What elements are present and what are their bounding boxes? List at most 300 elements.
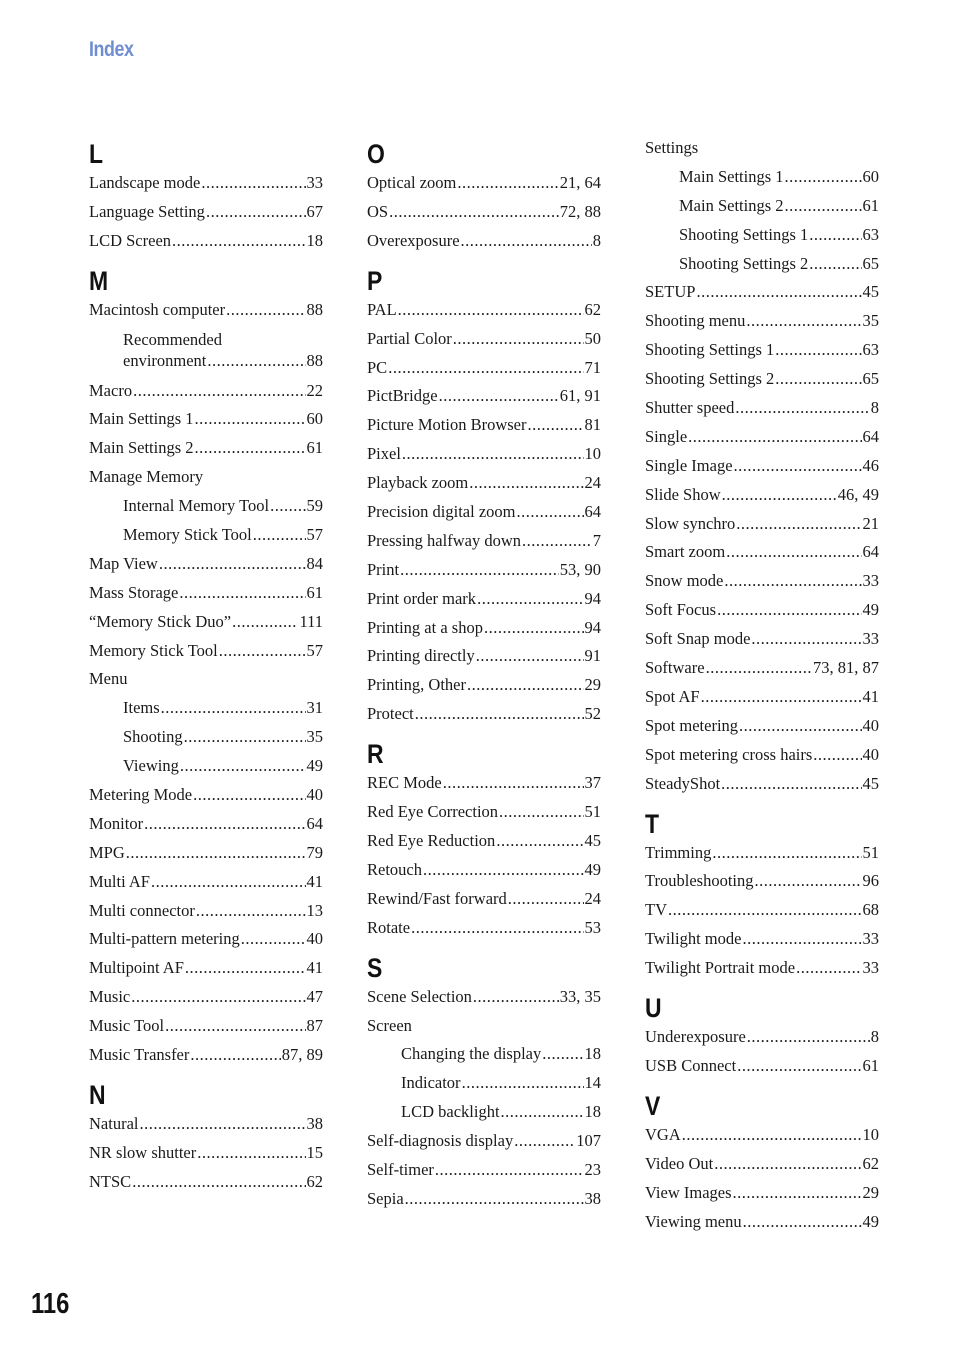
- dot-leader: [717, 600, 861, 619]
- dot-leader: [400, 560, 559, 579]
- entry-text: Memory Stick Tool: [123, 525, 252, 545]
- index-entry: [89, 843, 323, 862]
- entry-text: Manage Memory: [89, 467, 204, 487]
- index-entry: [645, 1125, 879, 1144]
- entry-text: Multi AF: [89, 871, 150, 891]
- dot-leader: [443, 773, 584, 792]
- dot-leader: [467, 675, 584, 694]
- index-entry: [89, 381, 323, 400]
- dot-leader: [496, 831, 583, 850]
- entry-page: 49: [862, 1211, 879, 1231]
- entry-text: Rotate: [367, 917, 411, 937]
- index-entry: [89, 929, 323, 948]
- section-letter: P: [367, 265, 383, 296]
- index-entry: [645, 600, 879, 619]
- index-entry: [645, 1056, 879, 1075]
- dot-leader: [159, 554, 306, 573]
- entry-page: 84: [306, 553, 323, 573]
- entry-page: 81: [584, 415, 601, 435]
- entry-text: Memory Stick Tool: [89, 640, 218, 660]
- entry-text: Macro: [89, 380, 133, 400]
- index-entry: [367, 502, 601, 521]
- entry-page: 61: [306, 438, 323, 458]
- dot-leader: [389, 202, 559, 221]
- dot-leader: [151, 872, 306, 891]
- section-letter: N: [89, 1080, 106, 1111]
- entry-page: 8: [870, 1027, 879, 1047]
- section-letter: V: [645, 1091, 661, 1122]
- entry-text: Shooting menu: [645, 311, 746, 331]
- entry-text: Playback zoom: [367, 473, 469, 493]
- index-entry: [89, 525, 323, 544]
- dot-leader: [439, 386, 559, 405]
- index-column-1: [89, 139, 323, 1207]
- entry-page: 49: [306, 756, 323, 776]
- entry-page: 38: [306, 1114, 323, 1134]
- dot-leader: [796, 958, 861, 977]
- index-entry: [89, 202, 323, 221]
- section-letter: U: [645, 993, 662, 1024]
- index-entry: [367, 1189, 601, 1208]
- entry-text: Picture Motion Browser: [367, 415, 527, 435]
- entry-text: Mass Storage: [89, 582, 179, 602]
- index-entry: [89, 641, 323, 660]
- index-entry: [645, 929, 879, 948]
- dot-leader: [139, 1114, 305, 1133]
- dot-leader: [721, 774, 861, 793]
- entry-page: 57: [306, 525, 323, 545]
- index-entry: [89, 987, 323, 1006]
- entry-page: 7: [592, 530, 601, 550]
- entry-page: 68: [862, 900, 879, 920]
- entry-text: TV: [645, 900, 667, 920]
- entry-text: SETUP: [645, 282, 696, 302]
- dot-leader: [190, 1045, 280, 1064]
- entry-page: 21, 64: [559, 173, 601, 192]
- entry-text-continued: environment: [123, 350, 207, 370]
- index-entry: [645, 398, 879, 417]
- entry-page: 91: [584, 646, 601, 666]
- index-entry: [89, 785, 323, 804]
- dot-leader: [706, 658, 812, 677]
- index-entry: [645, 1027, 879, 1046]
- index-entry: [645, 225, 879, 244]
- entry-text: Twilight Portrait mode: [645, 958, 796, 978]
- dot-leader: [415, 704, 584, 723]
- entry-text: Smart zoom: [645, 542, 726, 562]
- entry-page: 18: [306, 230, 323, 250]
- index-entry: [367, 173, 601, 192]
- dot-leader: [809, 254, 861, 273]
- dot-leader: [514, 1131, 575, 1150]
- entry-text: Overexposure: [367, 230, 460, 250]
- entry-text: Viewing: [123, 756, 179, 776]
- index-entry: [645, 1212, 879, 1231]
- dot-leader: [516, 502, 583, 521]
- index-entry: [367, 386, 601, 405]
- entry-page: 72, 88: [559, 201, 601, 221]
- entry-text: Pixel: [367, 444, 401, 464]
- entry-page: 18: [584, 1102, 601, 1122]
- entry-text: Spot metering: [645, 715, 739, 735]
- dot-leader: [161, 698, 306, 717]
- index-entry: [89, 669, 323, 688]
- entry-page: 64: [306, 813, 323, 833]
- entry-text: Retouch: [367, 859, 422, 879]
- dot-leader: [736, 514, 861, 533]
- entry-page: 38: [584, 1188, 601, 1208]
- entry-text: Partial Color: [367, 328, 452, 348]
- entry-page: 40: [862, 744, 879, 764]
- entry-text: REC Mode: [367, 773, 442, 793]
- dot-leader: [457, 173, 558, 192]
- dot-leader: [724, 571, 861, 590]
- entry-page: 53: [584, 917, 601, 937]
- dot-leader: [739, 716, 861, 735]
- index-entry: [645, 843, 879, 862]
- entry-text: Shooting: [123, 727, 183, 747]
- index-entry: [367, 300, 601, 319]
- section-letter: S: [367, 952, 383, 983]
- index-entry: [645, 427, 879, 446]
- index-entry: [645, 1183, 879, 1202]
- entry-text: Printing directly: [367, 646, 475, 666]
- entry-page: 8: [870, 398, 879, 418]
- entry-text: Indicator: [401, 1073, 461, 1093]
- index-entry: [367, 231, 601, 250]
- entry-page: 41: [306, 958, 323, 978]
- index-section: [89, 139, 323, 250]
- entry-page: 60: [862, 166, 879, 186]
- entry-page: 14: [584, 1073, 601, 1093]
- dot-leader: [473, 987, 559, 1006]
- entry-page: 49: [584, 859, 601, 879]
- dot-leader: [193, 785, 305, 804]
- index-section: [645, 993, 879, 1075]
- entry-page: 47: [306, 987, 323, 1007]
- entry-page: 33: [862, 629, 879, 649]
- index-entry: [367, 1073, 601, 1092]
- entry-text: Shooting Settings 2: [679, 253, 809, 273]
- index-entry: [89, 901, 323, 920]
- entry-page: 29: [584, 675, 601, 695]
- entry-page: 8: [592, 230, 601, 250]
- entry-text: Sepia: [367, 1188, 404, 1208]
- dot-leader: [501, 1102, 584, 1121]
- section-letter: O: [367, 139, 385, 169]
- entry-page: 63: [862, 340, 879, 360]
- index-entry: [89, 1114, 323, 1133]
- index-entry: [367, 889, 601, 908]
- index-entry: [645, 282, 879, 301]
- entry-page: 24: [584, 473, 601, 493]
- index-entry: [89, 496, 323, 515]
- entry-text: Precision digital zoom: [367, 502, 516, 522]
- index-entry: [367, 773, 601, 792]
- entry-page: 31: [306, 698, 323, 718]
- entry-text: Underexposure: [645, 1027, 746, 1047]
- entry-text: Print: [367, 559, 400, 579]
- dot-leader: [232, 612, 298, 631]
- index-entry: [367, 987, 601, 1006]
- dot-leader: [499, 802, 583, 821]
- entry-page: 23: [584, 1160, 601, 1180]
- index-entry: [645, 571, 879, 590]
- dot-leader: [733, 1183, 862, 1202]
- index-entry: [367, 646, 601, 665]
- index-entry: [367, 358, 601, 377]
- entry-text: LCD backlight: [401, 1102, 500, 1122]
- index-entry: [367, 831, 601, 850]
- index-entry: [645, 687, 879, 706]
- dot-leader: [522, 531, 592, 550]
- entry-text: Viewing menu: [645, 1211, 742, 1231]
- dot-leader: [165, 1016, 305, 1035]
- entry-page: 65: [862, 369, 879, 389]
- entry-page: 87, 89: [281, 1045, 323, 1065]
- index-entry: [89, 1045, 323, 1064]
- dot-leader: [469, 473, 583, 492]
- entry-page: 10: [862, 1125, 879, 1145]
- entry-text: Landscape mode: [89, 173, 201, 192]
- index-entry: [645, 196, 879, 215]
- index-header: Index: [89, 38, 134, 61]
- index-entry: [645, 658, 879, 677]
- index-entry: [89, 1016, 323, 1035]
- entry-page: 61: [306, 582, 323, 602]
- entry-text: Settings: [645, 138, 699, 157]
- index-entry: [89, 173, 323, 192]
- entry-text: Screen: [367, 1015, 412, 1035]
- entry-page: 71: [584, 357, 601, 377]
- index-entry: [645, 485, 879, 504]
- index-entry: [89, 554, 323, 573]
- entry-text: Music Transfer: [89, 1045, 190, 1065]
- entry-text: Map View: [89, 553, 158, 573]
- entry-page: 35: [862, 311, 879, 331]
- entry-text: Multi-pattern metering: [89, 929, 240, 949]
- dot-leader: [743, 1212, 862, 1231]
- entry-page: 61: [862, 1056, 879, 1076]
- index-entry: [89, 756, 323, 775]
- dot-leader: [402, 444, 584, 463]
- index-entry: [367, 618, 601, 637]
- entry-page: 59: [306, 496, 323, 516]
- index-entry: [367, 560, 601, 579]
- index-entry: [367, 802, 601, 821]
- entry-page: 40: [306, 785, 323, 805]
- index-entry: [645, 958, 879, 977]
- dot-leader: [411, 918, 583, 937]
- entry-text: Self-diagnosis display: [367, 1131, 514, 1151]
- index-entry: [89, 727, 323, 746]
- entry-text: Optical zoom: [367, 173, 457, 192]
- dot-leader: [185, 958, 306, 977]
- entry-page: 41: [862, 686, 879, 706]
- dot-leader: [809, 225, 861, 244]
- dot-leader: [484, 618, 584, 637]
- dot-leader: [712, 843, 861, 862]
- dot-leader: [435, 1160, 584, 1179]
- entry-text: Main Settings 1: [89, 409, 194, 429]
- entry-text: Items: [123, 698, 160, 718]
- index-entry: [367, 1131, 601, 1150]
- dot-leader: [195, 409, 306, 428]
- dot-leader: [682, 1125, 862, 1144]
- index-entry: [367, 1160, 601, 1179]
- entry-page: 63: [862, 224, 879, 244]
- index-entry: [645, 745, 879, 764]
- entry-page: 41: [306, 871, 323, 891]
- entry-text: Protect: [367, 704, 414, 724]
- entry-page: 73, 81, 87: [813, 658, 879, 678]
- entry-text: Pressing halfway down: [367, 530, 521, 550]
- dot-leader: [172, 231, 305, 250]
- entry-text: Single: [645, 426, 688, 446]
- entry-text: Main Settings 1: [679, 166, 784, 186]
- index-entry: [89, 1172, 323, 1191]
- index-entry: [89, 409, 323, 428]
- index-entry: [367, 1016, 601, 1035]
- entry-text: Language Setting: [89, 201, 205, 221]
- entry-page: 45: [584, 831, 601, 851]
- entry-page: 111: [299, 611, 323, 631]
- entry-page: 61, 91: [559, 386, 601, 406]
- entry-text: Macintosh computer: [89, 299, 226, 319]
- entry-page: 33: [862, 929, 879, 949]
- index-entry: [89, 438, 323, 457]
- dot-leader: [453, 329, 584, 348]
- entry-text: Spot metering cross hairs: [645, 744, 813, 764]
- entry-text: OS: [367, 201, 389, 221]
- entry-page: 45: [862, 773, 879, 793]
- index-entry: [367, 918, 601, 937]
- entry-page: 64: [862, 426, 879, 446]
- entry-text: Slow synchro: [645, 513, 736, 533]
- dot-leader: [201, 173, 305, 192]
- index-entry: [645, 311, 879, 330]
- index-entry: [645, 514, 879, 533]
- entry-page: 52: [584, 704, 601, 724]
- dot-leader: [196, 901, 306, 920]
- index-entry: [645, 774, 879, 793]
- entry-text: NTSC: [89, 1171, 132, 1191]
- entry-page: 88: [306, 350, 323, 370]
- index-entry: [645, 254, 879, 273]
- dot-leader: [668, 900, 862, 919]
- index-entry: [89, 231, 323, 250]
- dot-leader: [132, 1172, 305, 1191]
- entry-page: 33: [862, 571, 879, 591]
- entry-page: 49: [862, 600, 879, 620]
- dot-leader: [241, 929, 306, 948]
- index-entry: [367, 329, 601, 348]
- dot-leader: [398, 300, 584, 319]
- entry-text: Music: [89, 987, 131, 1007]
- page-number: 116: [31, 1288, 70, 1320]
- entry-text: VGA: [645, 1125, 681, 1145]
- entry-page: 60: [306, 409, 323, 429]
- entry-text: SteadyShot: [645, 773, 721, 793]
- index-entry: [645, 456, 879, 475]
- index-entry: [367, 473, 601, 492]
- entry-page: 29: [862, 1182, 879, 1202]
- dot-leader: [126, 843, 306, 862]
- entry-text: Monitor: [89, 813, 144, 833]
- index-section: [89, 1080, 323, 1191]
- entry-page: 53, 90: [559, 559, 601, 579]
- dot-leader: [722, 485, 837, 504]
- entry-text: PAL: [367, 299, 397, 319]
- entry-page: 15: [306, 1142, 323, 1162]
- dot-leader: [461, 231, 592, 250]
- index-entry: [367, 531, 601, 550]
- index-entry: [645, 340, 879, 359]
- dot-leader: [688, 427, 861, 446]
- entry-text: Print order mark: [367, 588, 477, 608]
- entry-page: 67: [306, 201, 323, 221]
- entry-page: 50: [584, 328, 601, 348]
- entry-text: Software: [645, 658, 705, 678]
- section-letter: R: [367, 739, 384, 770]
- entry-text: Main Settings 2: [679, 195, 784, 215]
- entry-text: USB Connect: [645, 1056, 737, 1076]
- entry-page: 61: [862, 195, 879, 215]
- entry-text: Natural: [89, 1114, 139, 1134]
- entry-page: 18: [584, 1044, 601, 1064]
- dot-leader: [742, 929, 861, 948]
- entry-text: MPG: [89, 842, 125, 862]
- index-section: [367, 266, 601, 723]
- entry-text: Slide Show: [645, 484, 721, 504]
- entry-text: Changing the display: [401, 1044, 542, 1064]
- index-entry: [367, 675, 601, 694]
- entry-page: 79: [306, 842, 323, 862]
- entry-page: 64: [862, 542, 879, 562]
- entry-text: Rewind/Fast forward: [367, 888, 507, 908]
- dot-leader: [785, 167, 862, 186]
- entry-page: 107: [576, 1131, 601, 1151]
- entry-page: 88: [306, 299, 323, 319]
- dot-leader: [735, 398, 869, 417]
- index-entry: [89, 958, 323, 977]
- dot-leader: [775, 340, 861, 359]
- entry-text: Shooting Settings 1: [645, 340, 775, 360]
- dot-leader: [747, 1027, 870, 1046]
- entry-text: Shooting Settings 2: [645, 369, 775, 389]
- entry-text: Multipoint AF: [89, 958, 184, 978]
- index-column-2: [367, 139, 601, 1224]
- entry-text: Red Eye Correction: [367, 802, 499, 822]
- dot-leader: [226, 300, 305, 319]
- index-entry: [367, 415, 601, 434]
- entry-page: 87: [306, 1016, 323, 1036]
- entry-page: 22: [306, 380, 323, 400]
- entry-page: 46: [862, 455, 879, 475]
- dot-leader: [405, 1189, 584, 1208]
- entry-text: Shutter speed: [645, 398, 735, 418]
- index-section: [367, 953, 601, 1208]
- dot-leader: [197, 1143, 305, 1162]
- dot-leader: [206, 202, 306, 221]
- entry-page: 51: [584, 802, 601, 822]
- entry-text: Red Eye Reduction: [367, 831, 496, 851]
- entry-text: NR slow shutter: [89, 1142, 197, 1162]
- entry-page: 64: [584, 502, 601, 522]
- dot-leader: [207, 350, 305, 371]
- index-section: [367, 739, 601, 936]
- section-letter: L: [89, 139, 104, 169]
